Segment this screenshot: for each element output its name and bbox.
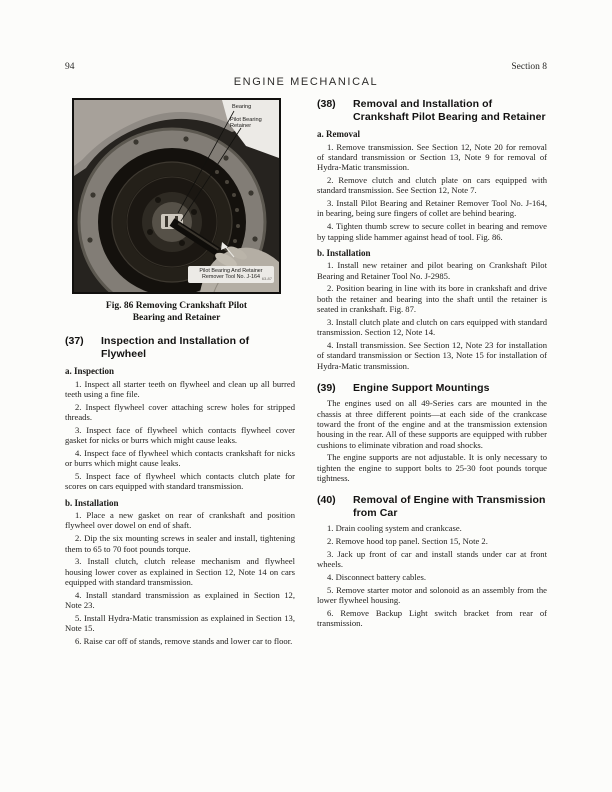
subheading-removal: a. Removal — [317, 129, 360, 140]
procedure-step: 4. Install standard transmission as explained in Section 12, Note 23. — [65, 589, 295, 611]
section-37-heading — [65, 335, 295, 360]
paragraph: The engine supports are not adjustable. It is only necessary to tighten the engine to support bolts to 25-30 foot pounds torque tightness. — [317, 452, 547, 483]
two-column-layout — [65, 98, 547, 649]
section-38-heading — [317, 98, 547, 123]
procedure-step: 3. Install clutch, clutch release mechanism and flywheel housing lower cover as explained in Section 12, Note 14 on cars equipped with standard transmission. — [65, 556, 295, 587]
procedure-step: 3. Install clutch plate and clutch on cars equipped with standard transmission. Section 12, Note 14. — [317, 316, 547, 338]
procedure-step: 4. Disconnect battery cables. — [327, 572, 427, 583]
section-title: Removal of Engine with Transmission from Car — [353, 494, 546, 519]
section-ref: Section 8 — [511, 62, 547, 72]
procedure-step: 2. Inspect flywheel cover attaching screw holes for stripped threads. — [65, 401, 295, 423]
section-title: Engine Support Mountings — [353, 381, 490, 394]
photo-code: 63-87 — [261, 275, 272, 281]
callout-tool-label: Pilot Bearing And Retainer Remover Tool No. J-164 63-87 — [188, 266, 274, 283]
procedure-step: 2. Remove hood top panel. Section 15, Note 2. — [327, 536, 488, 547]
section-title: Removal and Installation of Crankshaft Pilot Bearing and Retainer — [353, 98, 546, 123]
section-number: (39) — [317, 381, 336, 394]
procedure-step: 1. Inspect all starter teeth on flywheel and clean up all burred teeth using a fine file. — [65, 378, 295, 399]
procedure-step: 2. Dip the six mounting screws in sealer and install, tightening them to 65 to 70 foot pounds torque. — [65, 533, 295, 554]
procedure-step: 4. Tighten thumb screw to secure collet in bearing and remove by tapping slide hammer against head of tool. Fig. 86. — [317, 221, 547, 242]
figure-photo — [72, 98, 281, 294]
right-column — [317, 98, 547, 649]
chapter-title: ENGINE MECHANICAL — [233, 76, 379, 88]
procedure-step: 1. Place a new gasket on rear of crankshaft and position flywheel over dowel on end of shaft. — [65, 510, 295, 531]
procedure-step: 6. Raise car off of stands, remove stands and lower car to floor. — [75, 635, 293, 646]
callout-retainer: Pilot Bearing Retainer — [230, 117, 262, 130]
procedure-step: 1. Install new retainer and pilot bearing on Crankshaft Pilot Bearing and Retainer Tool No. J-2985. — [317, 260, 547, 281]
subheading-installation: b. Installation — [317, 247, 371, 258]
procedure-step: 5. Inspect face of flywheel which contacts clutch plate for scores on cars equipped with standard transmission. — [65, 471, 295, 492]
procedure-step: 4. Install transmission. See Section 12, Note 23 for installation of standard transmission or Section 13, Note 15 for installation of Hydra-Matic transmission. — [317, 339, 547, 371]
procedure-step: 2. Remove clutch and clutch plate on cars equipped with standard transmission. See Section 12, Note 7. — [317, 175, 547, 196]
figure-caption: Fig. 86 Removing Crankshaft Pilot Bearing and Retainer — [105, 301, 248, 323]
callout-bearing — [232, 104, 251, 110]
procedure-step: 5. Install Hydra-Matic transmission as explained in Section 13, Note 15. — [65, 612, 295, 634]
left-column — [65, 98, 295, 649]
figure-86 — [72, 98, 281, 324]
procedure-step: 3. Install Pilot Bearing and Retainer Remover Tool No. J-164, in bearing, being sure fingers of collet are behind bearing. — [317, 198, 547, 219]
page-number: 94 — [65, 62, 75, 72]
procedure-step: 3. Jack up front of car and install stands under car at front wheels. — [317, 549, 547, 570]
section-number: (40) — [317, 494, 336, 507]
procedure-step: 1. Drain cooling system and crankcase. — [327, 523, 462, 534]
subheading-installation: b. Installation — [65, 497, 119, 508]
procedure-step: 6. Remove Backup Light switch bracket from rear of transmission. — [317, 608, 547, 629]
section-number: (37) — [65, 335, 84, 347]
section-40-heading — [317, 494, 547, 519]
section-title: Inspection and Installation of Flywheel — [101, 335, 250, 360]
section-number: (38) — [317, 98, 336, 110]
section-39-heading — [317, 382, 547, 395]
paragraph: The engines used on all 49-Series cars are mounted in the chassis at three different points—at each side of the crankcase toward the front of the engine and at the transmission extension housing in the rear. All of these supports are equipped with rubber cushions to eliminate vibration and road shocks. — [317, 398, 547, 450]
procedure-step: 2. Position bearing in line with its bore in crankshaft and drive both the retainer and bearing into the shaft until the retainer is seated in crankshaft. Fig. 87. — [317, 283, 547, 315]
subheading-inspection: a. Inspection — [65, 366, 115, 377]
procedure-step: 3. Inspect face of flywheel which contacts flywheel cover gasket for nicks or burrs which might cause leaks. — [65, 424, 295, 446]
procedure-step: 1. Remove transmission. See Section 12, Note 20 for removal of standard transmission or Section 13, Note 9 for removal of Hydra-Matic transmission. — [317, 141, 547, 173]
procedure-step: 5. Remove starter motor and solonoid as an assembly from the lower flywheel housing. — [317, 584, 547, 606]
callout-bearing-label: Bearing — [232, 104, 252, 110]
page-header — [65, 62, 547, 72]
procedure-step: 4. Inspect face of flywheel which contacts crankshaft for nicks or burrs which might cause leaks. — [65, 447, 295, 469]
